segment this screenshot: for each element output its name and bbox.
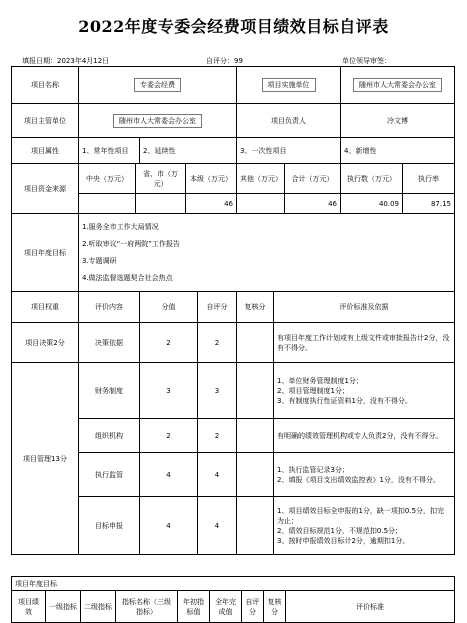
eval-content: 财务制度 xyxy=(79,363,140,419)
eval-criteria xyxy=(274,363,455,419)
self-score: 自评分：99 xyxy=(206,57,243,65)
header-self: 自评分 xyxy=(198,292,237,323)
criteria-line: 2、项目管理制度1分； xyxy=(277,386,349,395)
eval-score: 3 xyxy=(140,363,198,419)
funds-header-other: 其他（万元） xyxy=(237,164,285,194)
header-content: 评价内容 xyxy=(79,292,140,323)
attr-option-4: 4、新增性 xyxy=(341,138,455,164)
funds-value-central xyxy=(79,194,136,214)
group-management: 项目管理13分 xyxy=(12,363,79,555)
goal-item: 4.做法监督选题契合社会热点 xyxy=(82,273,173,282)
funds-value-executed: 40.09 xyxy=(341,194,403,214)
funds-header-rate: 执行率 xyxy=(403,164,455,194)
eval-score: 2 xyxy=(140,323,198,363)
goals-list xyxy=(79,214,455,292)
project-name-label: 项目名称 xyxy=(12,67,79,104)
funds-header-total: 合计（万元） xyxy=(285,164,341,194)
eval-content: 目标申报 xyxy=(79,497,140,555)
criteria-line: 有明确的绩效管理机构或专人负责2分，没有不得分。 xyxy=(277,431,443,440)
header-score: 分值 xyxy=(140,292,198,323)
funds-value-total: 46 xyxy=(285,194,341,214)
project-name-value: 专委会经费 xyxy=(134,78,181,92)
row-goals xyxy=(12,214,455,292)
header-self-score: 自评分 xyxy=(242,591,264,623)
header-criteria: 评价标准及依据 xyxy=(274,292,455,323)
eval-criteria xyxy=(274,453,455,497)
eval-self: 3 xyxy=(198,363,237,419)
criteria-line: 1、单位财务管理制度1分； xyxy=(277,376,363,385)
eval-self: 4 xyxy=(198,497,237,555)
funds-value-local: 46 xyxy=(186,194,237,214)
attr-option-2: 2、延续性 xyxy=(140,138,237,164)
eval-row xyxy=(12,419,455,453)
funds-value-province xyxy=(136,194,186,214)
leader-label: 项目负责人 xyxy=(237,104,341,138)
eval-content: 执行监管 xyxy=(79,453,140,497)
header-review-score: 复核分 xyxy=(264,591,286,623)
header-perf: 项目绩效 xyxy=(12,591,46,623)
funds-header-central: 中央（万元） xyxy=(79,164,136,194)
header-level1: 一级指标 xyxy=(46,591,81,623)
eval-self: 4 xyxy=(198,453,237,497)
criteria-line: 3、按时申报绩效目标计2分，逾期扣1分。 xyxy=(277,536,410,545)
funds-header-local: 本级（万元） xyxy=(186,164,237,194)
attr-option-3: 3、一次性项目 xyxy=(237,138,341,164)
indicator-table xyxy=(11,576,455,623)
header-level2: 二级指标 xyxy=(81,591,116,623)
header-weight: 项目权重 xyxy=(12,292,79,323)
header-completed-value: 全年完成值 xyxy=(210,591,242,623)
goal-item: 3.专题调研 xyxy=(82,256,117,265)
goals-label: 项目年度目标 xyxy=(12,214,79,292)
goal-item: 2.听取审议“一府两院”工作报告 xyxy=(82,239,180,248)
impl-unit-value: 随州市人大常委会办公室 xyxy=(353,78,442,92)
row-dept xyxy=(12,104,455,138)
criteria-line: 有项目年度工作计划或有上级文件或审批报告计2分，没有不得分。 xyxy=(277,333,450,352)
attr-label: 项目属性 xyxy=(12,138,79,164)
goal-item: 1.服务全市工作大局情况 xyxy=(82,222,159,231)
funds-header-executed: 执行数（万元） xyxy=(341,164,403,194)
eval-self: 2 xyxy=(198,323,237,363)
funds-header-province: 省、市（万元） xyxy=(136,164,186,194)
eval-criteria xyxy=(274,323,455,363)
eval-score: 2 xyxy=(140,419,198,453)
eval-score: 4 xyxy=(140,453,198,497)
impl-unit-label: 项目实施单位 xyxy=(262,78,316,92)
row-bottom-header xyxy=(12,591,455,623)
criteria-line: 2、绩效目标规范1分，不规范扣0.5分； xyxy=(277,526,403,535)
eval-criteria xyxy=(274,419,455,453)
criteria-line: 1、项目绩效目标全申报的1分，缺一项扣0.5分，扣完为止； xyxy=(277,506,445,525)
eval-review xyxy=(237,497,274,555)
funds-value-rate: 87.15 xyxy=(403,194,455,214)
criteria-line: 1、执行监管记录3分； xyxy=(277,465,349,474)
funds-label: 项目资金来源 xyxy=(12,164,79,214)
leader-sign: 单位领导审签： xyxy=(342,57,391,65)
bottom-goals-label: 项目年度目标 xyxy=(12,577,455,591)
eval-row xyxy=(12,363,455,419)
dept-value: 随州市人大常委会办公室 xyxy=(113,114,202,128)
row-funds-values xyxy=(12,194,455,214)
eval-content: 决策依据 xyxy=(79,323,140,363)
eval-row xyxy=(12,453,455,497)
criteria-line: 2、填报《项目支出绩效监控表》1分，没有不得分。 xyxy=(277,475,440,484)
eval-self: 2 xyxy=(198,419,237,453)
evaluation-table xyxy=(11,66,455,555)
group-decision: 项目决策2分 xyxy=(12,323,79,363)
criteria-line: 3、有制度执行性证资料1分，没有不得分。 xyxy=(277,396,412,405)
eval-review xyxy=(237,363,274,419)
eval-review xyxy=(237,419,274,453)
row-funds-header xyxy=(12,164,455,194)
eval-row xyxy=(12,497,455,555)
header-eval-standard: 评价标准 xyxy=(286,591,455,623)
eval-score: 4 xyxy=(140,497,198,555)
dept-label: 项目主管单位 xyxy=(12,104,79,138)
eval-review xyxy=(237,323,274,363)
header-indicator-name: 指标名称（三级指标） xyxy=(116,591,178,623)
fill-date: 填报日期：2023年4月12日 xyxy=(22,57,110,65)
row-attr xyxy=(12,138,455,164)
row-eval-header xyxy=(12,292,455,323)
eval-review xyxy=(237,453,274,497)
header-review: 复核分 xyxy=(237,292,274,323)
attr-option-1: 1、常年性项目 xyxy=(79,138,140,164)
row-project-name xyxy=(12,67,455,104)
funds-value-other xyxy=(237,194,285,214)
eval-criteria xyxy=(274,497,455,555)
eval-row xyxy=(12,323,455,363)
header-initial-value: 年初指标值 xyxy=(178,591,210,623)
document-title: 2022年度专委会经费项目绩效目标自评表 xyxy=(78,17,389,36)
leader-value: 冷文博 xyxy=(341,104,455,138)
row-bottom-goals xyxy=(12,577,455,591)
eval-content: 组织机构 xyxy=(79,419,140,453)
